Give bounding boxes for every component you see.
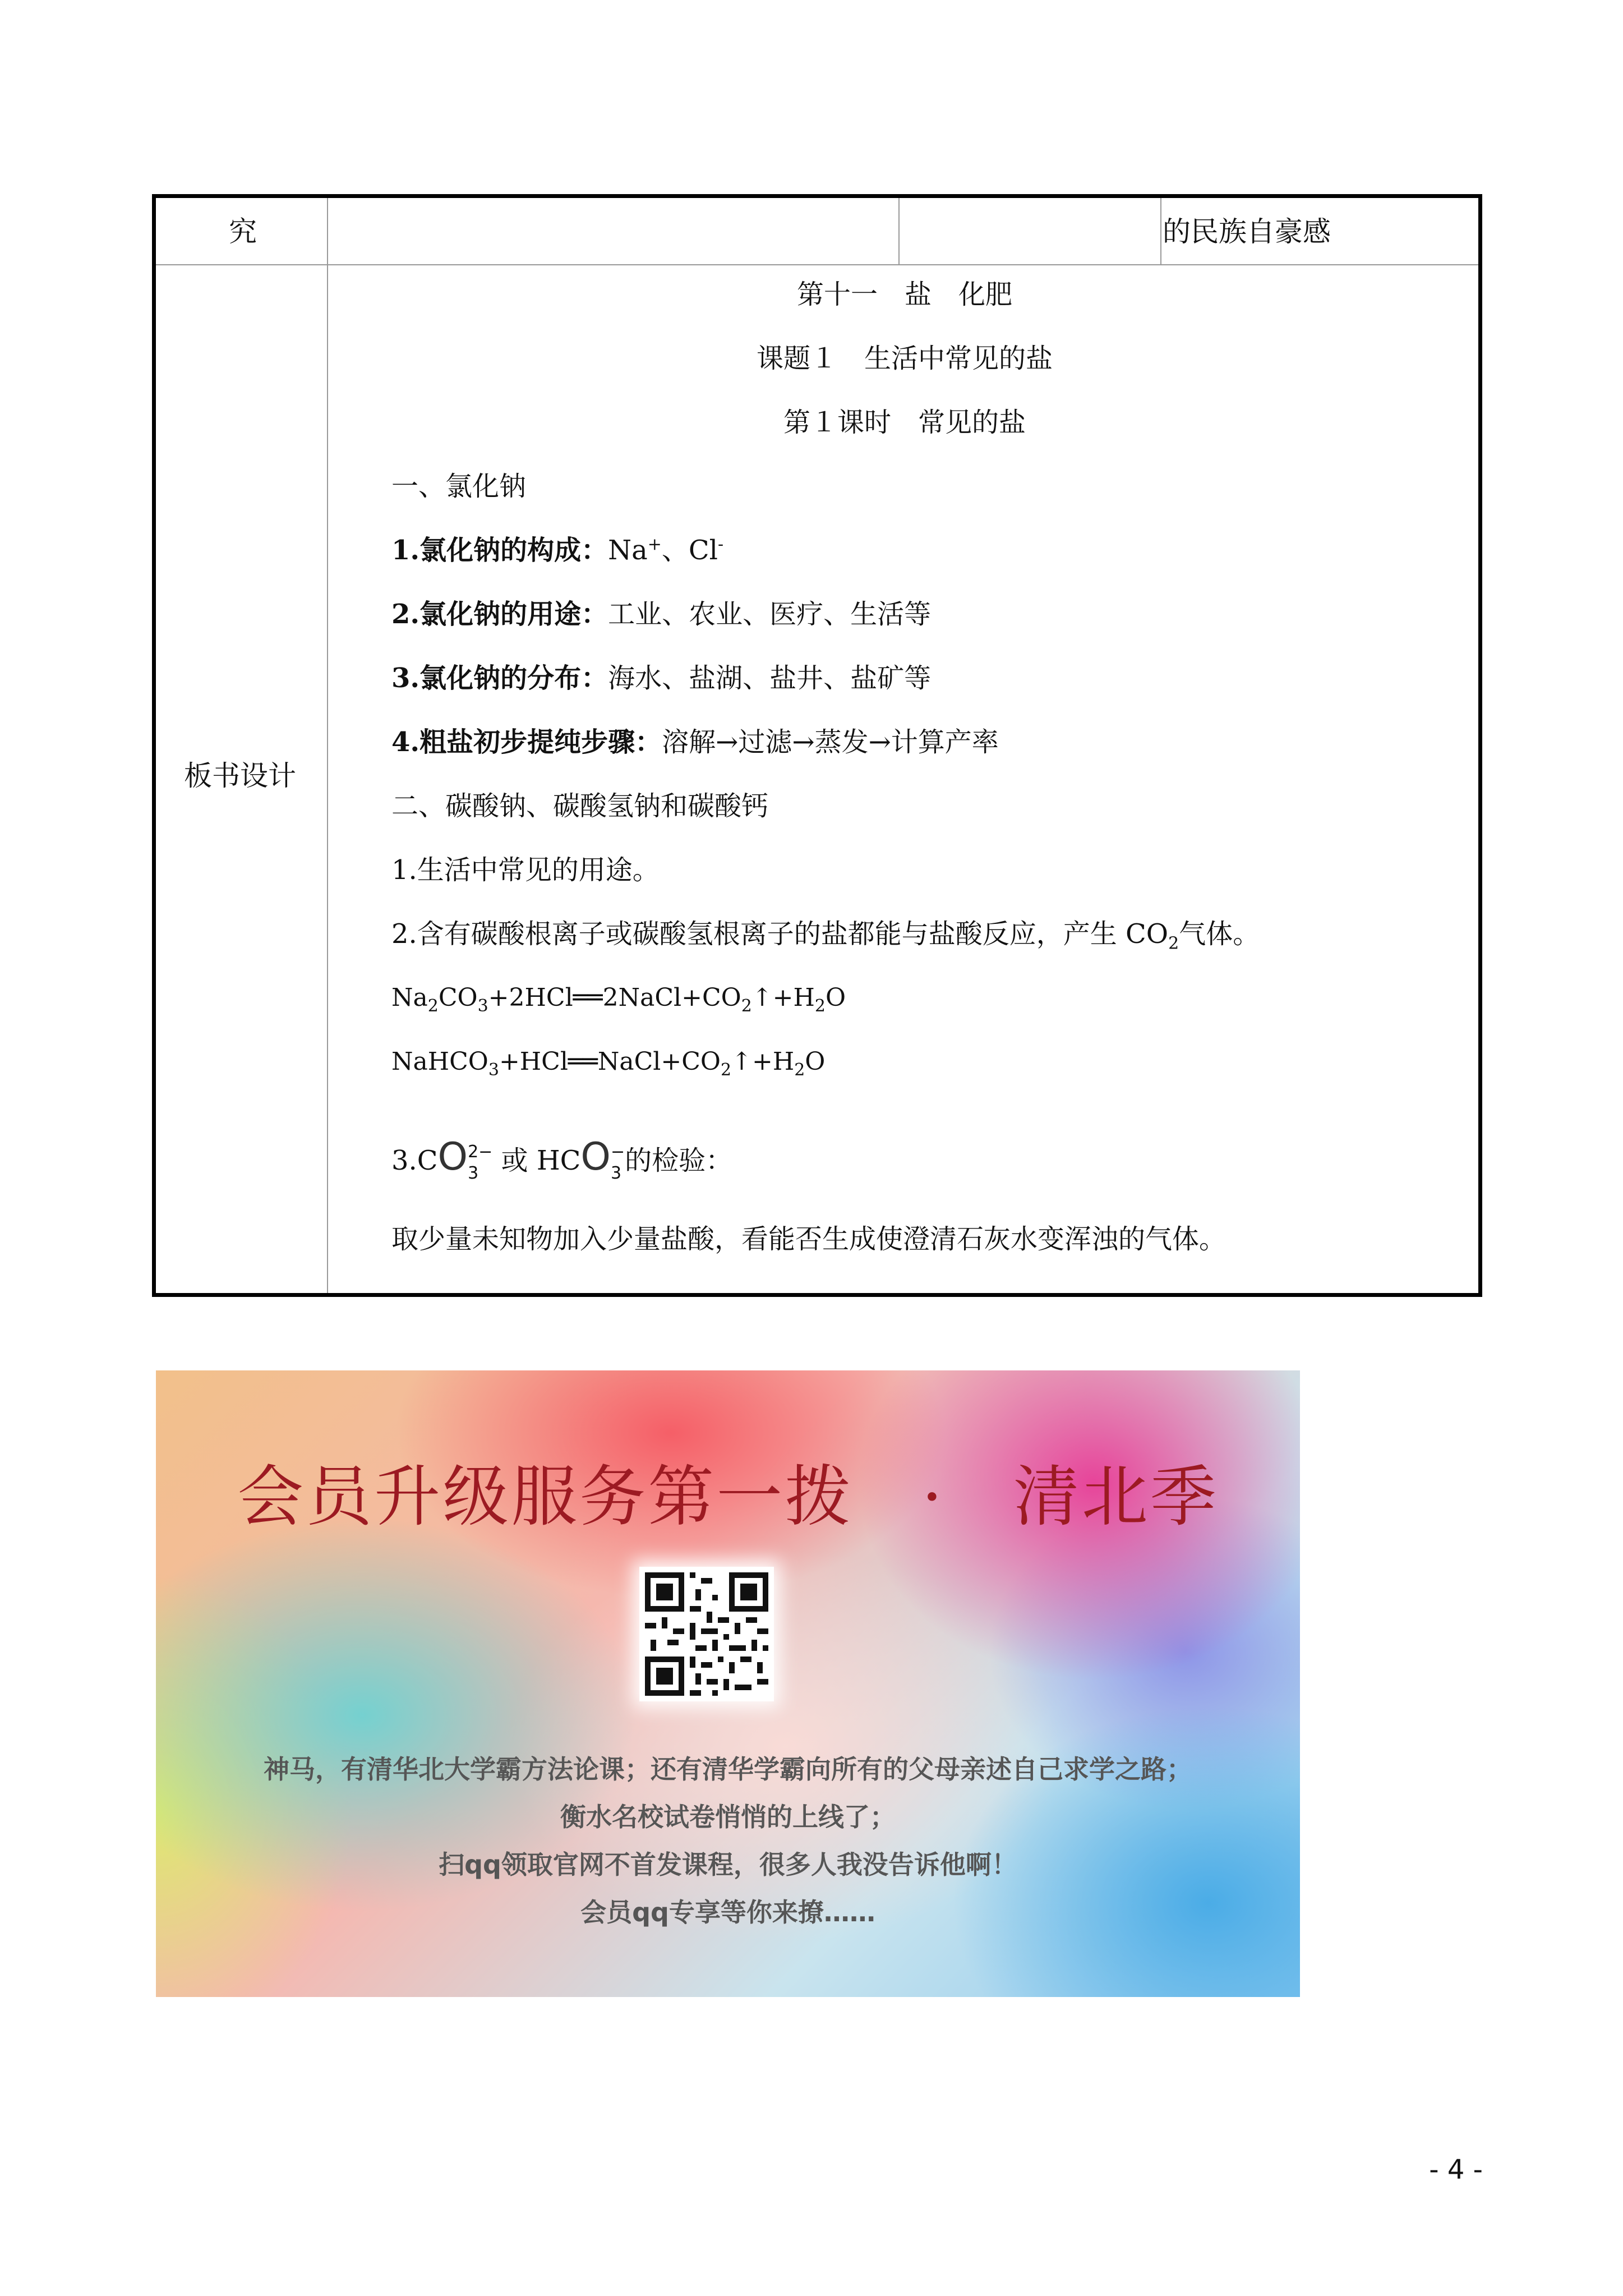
item-text: 溶解→过滤→蒸发→计算产率	[662, 726, 999, 758]
qr-code-icon[interactable]	[639, 1567, 774, 1701]
section-heading-2: 二、碳酸钠、碳酸氢钠和碳酸钙	[391, 790, 769, 822]
subscript: 2	[741, 996, 752, 1016]
subitem-text: 2.含有碳酸根离子或碳酸氢根离子的盐都能与盐酸反应，产生 CO	[391, 918, 1169, 950]
test-method: 取少量未知物加入少量盐酸，看能否生成使澄清石灰水变浑浊的气体。	[391, 1223, 1227, 1255]
equation-1	[391, 981, 846, 1015]
item-text: 、Cl	[661, 535, 718, 566]
board-title-lesson: 第１课时 常见的盐	[783, 407, 1026, 438]
row1-divider-b	[1160, 198, 1161, 264]
item-label: 2.氯化钠的用途：	[391, 599, 608, 630]
subitem-reaction	[391, 917, 1260, 954]
item-label: 4.粗盐初步提纯步骤：	[391, 726, 662, 758]
banner-line-1: 神马，有清华北大学霸方法论课；还有清华学霸向所有的父母亲述自己求学之路；	[264, 1754, 1192, 1784]
banner-title: 会员升级服务第一拨 · 清北季	[237, 1458, 1219, 1535]
item-text: 海水、盐湖、盐井、盐矿等	[608, 662, 932, 694]
subitem-text: 气体。	[1179, 918, 1260, 950]
superscript: -	[717, 535, 724, 554]
item-composition	[391, 533, 723, 567]
row2-label: 板书设计	[184, 760, 296, 792]
banner-line-2: 衡水名校试卷悄悄的上线了；	[560, 1802, 896, 1832]
equation-2	[391, 1045, 825, 1079]
subscript: 3	[468, 1163, 479, 1183]
eq-part: ↑+H	[751, 983, 815, 1012]
eq-part: Na	[391, 983, 428, 1012]
superscript: +	[647, 535, 662, 554]
board-title-chapter: 第十一 盐 化肥	[796, 279, 1012, 310]
item-purification-steps	[391, 725, 999, 759]
eq-part: +2HCl══2NaCl+CO	[488, 983, 741, 1012]
subitem-uses: 1.生活中常见的用途。	[391, 854, 660, 886]
banner-line-4: 会员qq专享等你来撩……	[580, 1897, 875, 1927]
subscript: 2	[720, 1060, 732, 1080]
row-divider	[156, 264, 1478, 265]
ion-letter: O	[580, 1135, 611, 1179]
item-uses	[391, 597, 931, 631]
eq-part: CO	[438, 983, 478, 1012]
subscript: 2	[1168, 933, 1179, 954]
row1-right-text: 的民族自豪感	[1163, 215, 1331, 248]
subscript: 2	[794, 1060, 805, 1080]
ion-letter: O	[437, 1135, 468, 1179]
subitem-text: 或 HC	[492, 1145, 581, 1176]
section-heading-1: 一、氯化钠	[391, 471, 527, 502]
ion-charge	[611, 1142, 625, 1184]
lesson-table	[152, 194, 1482, 1297]
row1-divider-a	[898, 198, 900, 264]
board-title-topic: 课题１ 生活中常见的盐	[756, 343, 1053, 374]
page-number: - 4 -	[1429, 2154, 1483, 2185]
promo-banner[interactable]	[156, 1370, 1300, 1997]
eq-part: NaHCO	[391, 1047, 488, 1076]
subscript: 3	[477, 996, 488, 1016]
eq-part: O	[805, 1047, 826, 1076]
ion-charge	[468, 1142, 492, 1184]
item-distribution	[391, 661, 931, 695]
eq-part: O	[826, 983, 846, 1012]
item-label: 3.氯化钠的分布：	[391, 662, 608, 694]
subitem-ion-test	[391, 1129, 732, 1189]
eq-part: +HCl══NaCl+CO	[499, 1047, 721, 1076]
subitem-text: 3.C	[391, 1145, 438, 1176]
item-text: Na	[608, 535, 648, 566]
subitem-text: 的检验：	[625, 1145, 733, 1176]
item-text: 工业、农业、医疗、生活等	[608, 599, 932, 630]
eq-part: ↑+H	[731, 1047, 795, 1076]
subscript: 3	[488, 1060, 499, 1080]
item-label: 1.氯化钠的构成：	[391, 535, 608, 566]
superscript: 2−	[468, 1142, 493, 1162]
subscript: 3	[610, 1163, 622, 1183]
row1-label: 究	[229, 215, 257, 248]
banner-line-3: 扫qq领取官网不首发课程，很多人我没告诉他啊！	[439, 1849, 1017, 1880]
subscript: 2	[814, 996, 826, 1016]
subscript: 2	[427, 996, 439, 1016]
superscript: −	[610, 1142, 625, 1162]
